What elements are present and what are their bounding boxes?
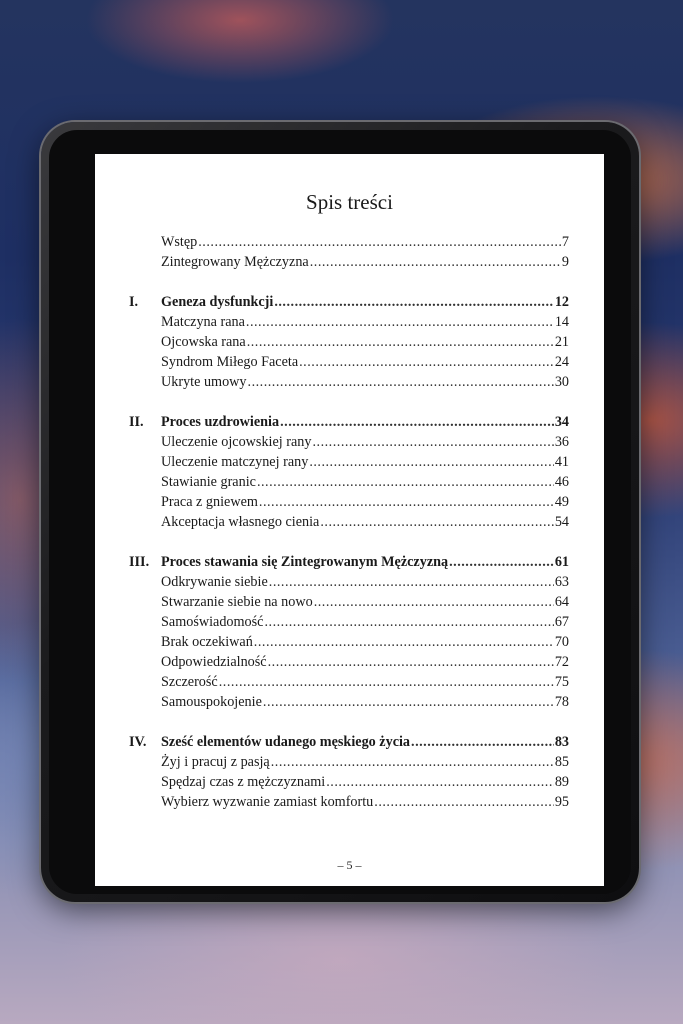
dot-leader (299, 354, 554, 371)
dot-leader (449, 554, 554, 571)
toc-entry-page: 46 (554, 474, 569, 490)
toc-entry-page: 12 (554, 294, 569, 310)
toc-section (129, 554, 569, 714)
toc-entry[interactable] (129, 794, 569, 814)
dot-leader (259, 494, 554, 511)
toc-entry-page: 85 (554, 754, 569, 770)
dot-leader (198, 234, 561, 251)
toc-entry-label: Geneza dysfunkcji (161, 294, 274, 310)
page-number-footer: – 5 – (337, 858, 362, 872)
dot-leader (248, 374, 554, 391)
dot-leader (411, 734, 554, 751)
toc-entry-page: 30 (554, 374, 569, 390)
tablet-bezel (49, 130, 631, 894)
dot-leader (254, 634, 554, 651)
toc-entry[interactable] (129, 234, 569, 254)
toc-entry-page: 83 (554, 734, 569, 750)
toc-entry[interactable] (129, 354, 569, 374)
chapter-numeral: II. (129, 414, 144, 430)
toc-entry[interactable] (129, 774, 569, 794)
toc-entry[interactable] (129, 614, 569, 634)
toc-entry[interactable] (129, 254, 569, 274)
toc-entry-label: Stawianie granic (161, 474, 256, 490)
dot-leader (271, 754, 554, 771)
toc-section (129, 414, 569, 534)
dot-leader (264, 614, 553, 631)
toc-entry-label: Odpowiedzialność (161, 654, 267, 670)
dot-leader (268, 654, 554, 671)
toc-entry-label: Wstęp (161, 234, 198, 250)
dot-leader (280, 414, 554, 431)
toc-entry-page: 14 (554, 314, 569, 330)
toc-entry[interactable] (129, 334, 569, 354)
toc-entry-label: Uleczenie ojcowskiej rany (161, 434, 312, 450)
toc-section (129, 234, 569, 274)
page-title: Spis treści (306, 190, 393, 214)
toc-entry-label: Uleczenie matczynej rany (161, 454, 309, 470)
toc-entry-label: Zintegrowany Mężczyzna (161, 254, 309, 270)
toc-entry[interactable] (129, 754, 569, 774)
toc-entry-page: 63 (554, 574, 569, 590)
toc-chapter-heading[interactable] (129, 294, 569, 314)
toc-entry-label: Żyj i pracuj z pasją (161, 754, 270, 770)
dot-leader (219, 674, 554, 691)
toc-entry[interactable] (129, 674, 569, 694)
toc-entry-page: 49 (554, 494, 569, 510)
toc-entry-label: Ojcowska rana (161, 334, 246, 350)
toc-entry-page: 75 (554, 674, 569, 690)
toc-entry-label: Samouspokojenie (161, 694, 262, 710)
toc-entry[interactable] (129, 694, 569, 714)
toc-chapter-heading[interactable] (129, 734, 569, 754)
toc-entry-page: 64 (554, 594, 569, 610)
toc-entry-page: 67 (554, 614, 569, 630)
dot-leader (263, 694, 554, 711)
toc-entry-page: 70 (554, 634, 569, 650)
toc-entry-page: 21 (554, 334, 569, 350)
toc-entry[interactable] (129, 474, 569, 494)
toc-entry-page: 9 (561, 254, 569, 270)
toc-entry-label: Samoświadomość (161, 614, 264, 630)
toc-entry-label: Proces uzdrowienia (161, 414, 280, 430)
chapter-numeral: IV. (129, 734, 147, 750)
dot-leader (247, 334, 554, 351)
toc-entry[interactable] (129, 494, 569, 514)
toc-entry-label: Stwarzanie siebie na nowo (161, 594, 313, 610)
toc-entry-label: Sześć elementów udanego męskiego życia (161, 734, 411, 750)
toc-entry-page: 24 (554, 354, 569, 370)
toc-entry-label: Brak oczekiwań (161, 634, 253, 650)
dot-leader (312, 434, 553, 451)
toc-chapter-heading[interactable] (129, 554, 569, 574)
toc-entry[interactable] (129, 574, 569, 594)
toc-entry-label: Matczyna rana (161, 314, 245, 330)
dot-leader (246, 314, 554, 331)
dot-leader (326, 774, 554, 791)
toc-entry[interactable] (129, 514, 569, 534)
toc-section (129, 734, 569, 814)
tablet-frame (41, 122, 639, 902)
toc-entry[interactable] (129, 314, 569, 334)
toc-entry[interactable] (129, 374, 569, 394)
toc-entry-page: 78 (554, 694, 569, 710)
dot-leader (314, 594, 554, 611)
toc-entry[interactable] (129, 594, 569, 614)
dot-leader (374, 794, 554, 811)
toc-entry-label: Praca z gniewem (161, 494, 258, 510)
toc-entry-label: Odkrywanie siebie (161, 574, 268, 590)
chapter-numeral: I. (129, 294, 139, 310)
toc-entry-label: Wybierz wyzwanie zamiast komfortu (161, 794, 374, 810)
toc-entry[interactable] (129, 634, 569, 654)
toc-entry-label: Spędzaj czas z mężczyznami (161, 774, 326, 790)
toc-chapter-heading[interactable] (129, 414, 569, 434)
table-of-contents (129, 234, 569, 834)
toc-entry[interactable] (129, 654, 569, 674)
toc-entry-page: 41 (554, 454, 569, 470)
toc-entry-label: Szczerość (161, 674, 218, 690)
toc-entry-page: 54 (554, 514, 569, 530)
toc-entry-page: 61 (554, 554, 569, 570)
toc-entry-label: Ukryte umowy (161, 374, 247, 390)
dot-leader (269, 574, 554, 591)
dot-leader (274, 294, 553, 311)
toc-entry-label: Proces stawania się Zintegrowanym Mężczyzną (161, 554, 449, 570)
toc-entry-page: 89 (554, 774, 569, 790)
toc-section (129, 294, 569, 394)
toc-entry-page: 7 (561, 234, 569, 250)
chapter-numeral: III. (129, 554, 150, 570)
dot-leader (320, 514, 553, 531)
ebook-page (95, 154, 604, 886)
toc-entry[interactable] (129, 454, 569, 474)
dot-leader (310, 254, 561, 271)
toc-entry-page: 36 (554, 434, 569, 450)
dot-leader (257, 474, 554, 491)
toc-entry[interactable] (129, 434, 569, 454)
toc-entry-label: Akceptacja własnego cienia (161, 514, 320, 530)
dot-leader (309, 454, 554, 471)
toc-entry-page: 34 (554, 414, 569, 430)
toc-entry-label: Syndrom Miłego Faceta (161, 354, 299, 370)
toc-entry-page: 95 (554, 794, 569, 810)
toc-entry-page: 72 (554, 654, 569, 670)
